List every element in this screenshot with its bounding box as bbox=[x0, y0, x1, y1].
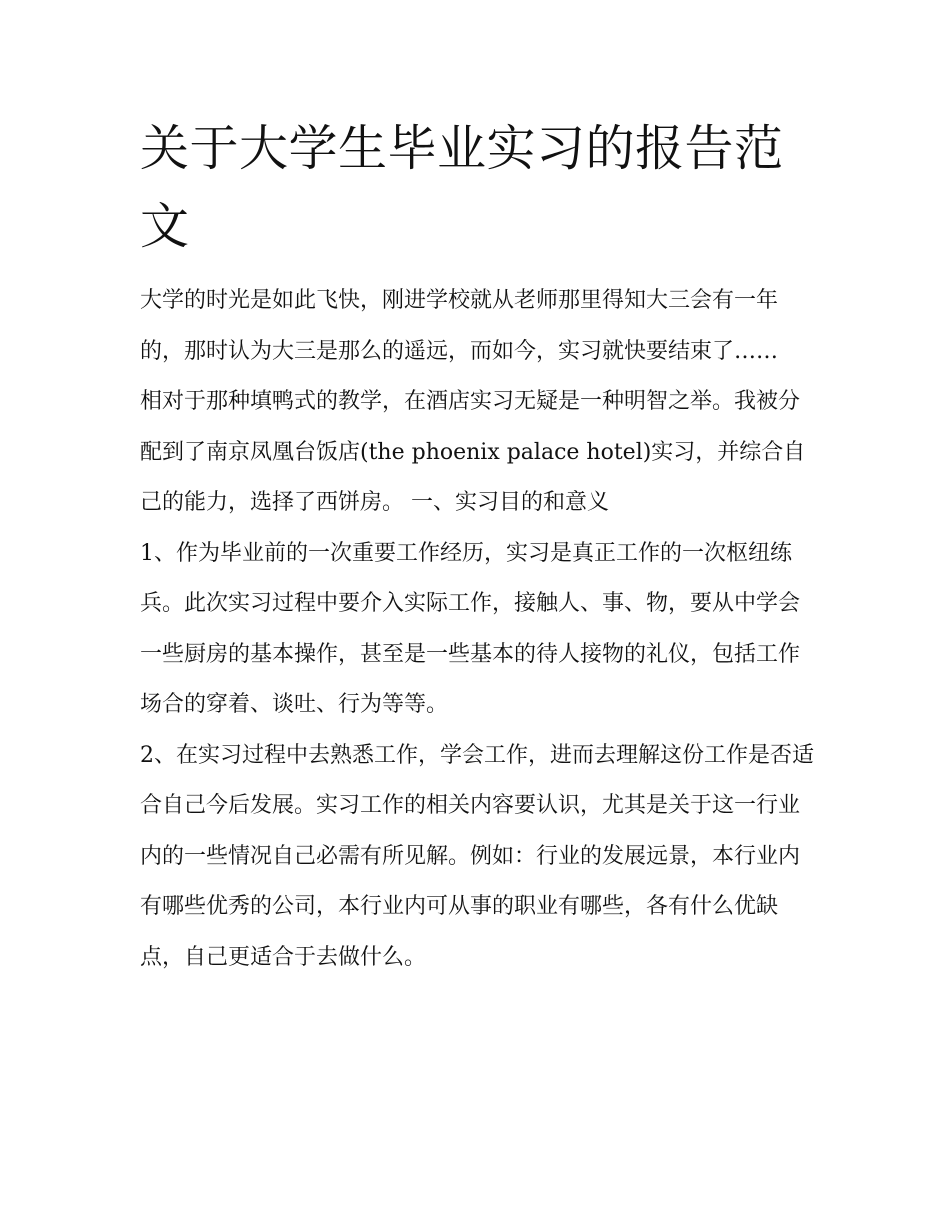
paragraph-intro: 大学的时光是如此飞快，刚进学校就从老师那里得知大三会有一年的，那时认为大三是那么的遥远，而如今，实习就快要结束了…… bbox=[140, 288, 779, 364]
paragraph-purpose-2: 2、在实习过程中去熟悉工作，学会工作，进而去理解这份工作是否适合自己今后发展。实习工作的相关内容要认识，尤其是关于这一行业内的一些情况自己必需有所见解。例如：行业的发展远景，本行业内有哪些优秀的公司，本行业内可从事的职业有哪些，各有什么优缺点，自己更适合于去做什么。 bbox=[140, 742, 814, 970]
paragraph-purpose-1: 1、作为毕业前的一次重要工作经历，实习是真正工作的一次枢纽练兵。此次实习过程中要介入实际工作，接触人、事、物，要从中学会一些厨房的基本操作，甚至是一些基本的待人接物的礼仪，包括工作场合的穿着、谈吐、行为等等。 bbox=[140, 540, 801, 717]
document-title: 关于大学生毕业实习的报告范文 bbox=[140, 120, 784, 255]
paragraph-internship-placement: 相对于那种填鸭式的教学，在酒店实习无疑是一种明智之举。我被分配到了南京凤凰台饭店(the phoenix palace hotel)实习，并综合自己的能力，选择了西饼房。 一、实习目的和意义 bbox=[140, 389, 806, 515]
document-page bbox=[140, 110, 815, 983]
